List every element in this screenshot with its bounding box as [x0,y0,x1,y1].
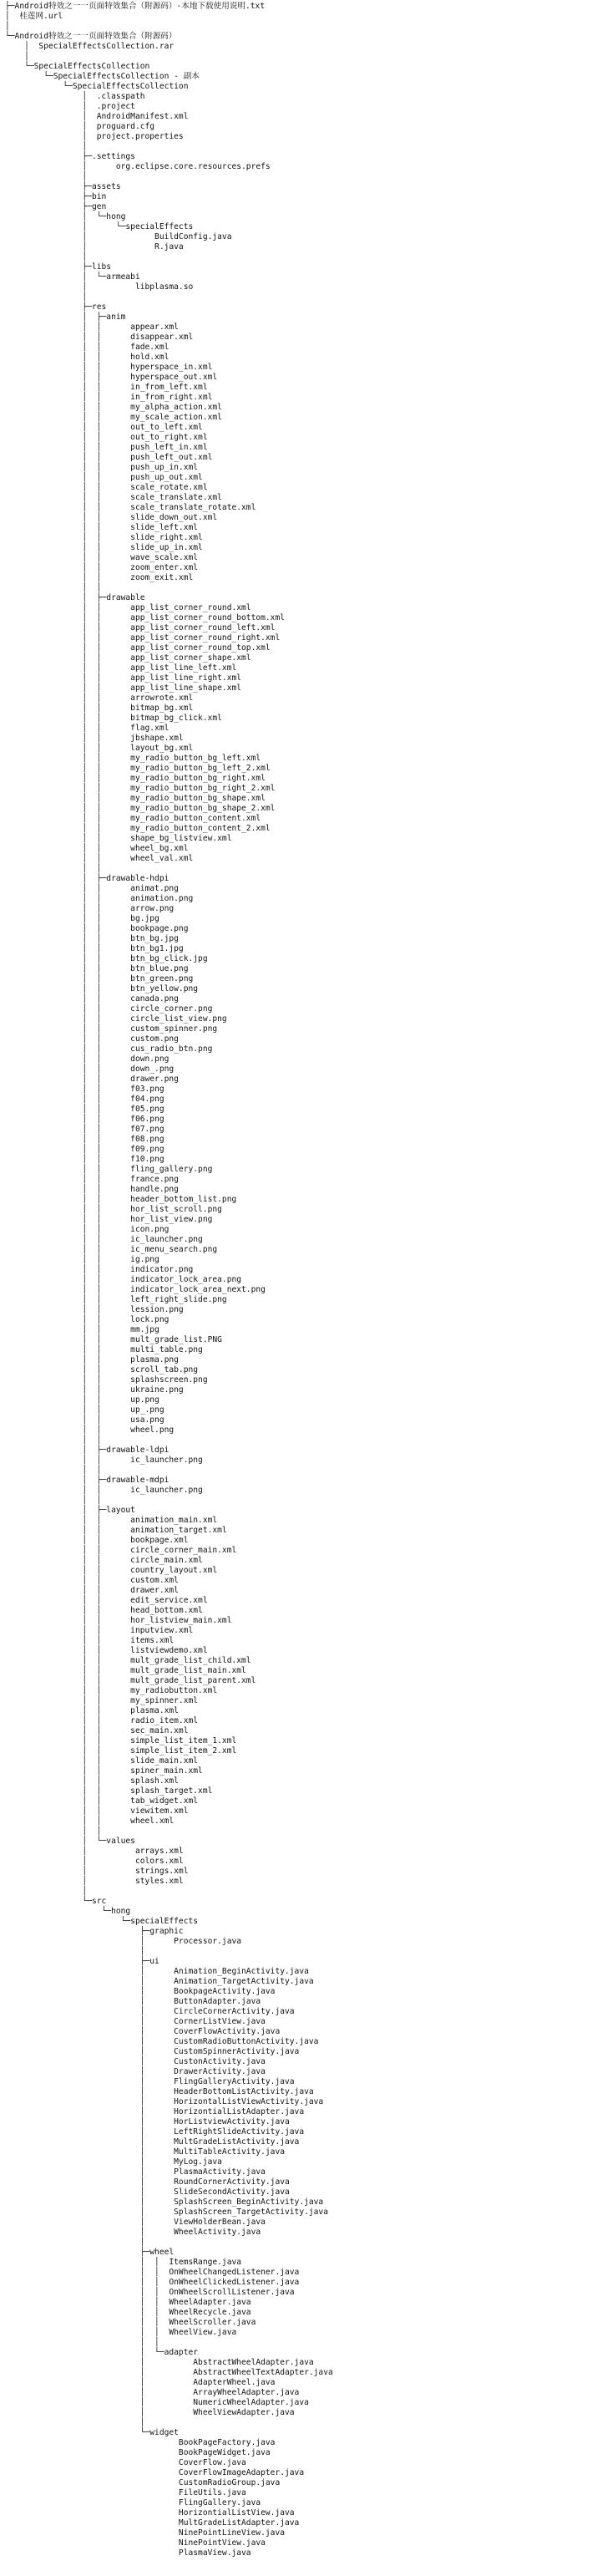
tree-line: │ │ hyperspace_out.xml [5,373,218,382]
tree-line: FileUtils.java [5,2488,246,2497]
tree-line: │ │ canada.png [5,994,179,1003]
tree-line: │ │ my_spinner.xml [5,1696,199,1705]
tree-line: │ BookpageActivity.java [5,1987,276,1996]
tree-line: │ [5,1887,88,1896]
tree-line: │ │ push_up_in.xml [5,463,199,472]
tree-line: │ AdapterWheel.java [5,2378,276,2387]
tree-line: │ │ app_list_line_left.xml [5,663,237,673]
tree-line: │ │ mult_grade_list_child.xml [5,1656,251,1665]
tree-line: │ WheelViewAdapter.java [5,2408,295,2417]
tree-line: │ │ push_left_out.xml [5,453,213,462]
tree-line: ├─bin [5,192,107,201]
tree-line: │ │ zoom_enter.xml [5,563,199,572]
tree-line: │ │ [5,1827,102,1836]
tree-line: CustomRadioGroup.java [5,2478,281,2487]
tree-line: │ │ push_left_in.xml [5,443,208,452]
tree-line: │ ├─drawable-mdpi [5,1476,170,1485]
tree-line: │ LeftRightSlideActivity.java [5,2127,305,2137]
tree-line: │ │ my_radio_button_content.xml [5,814,261,823]
tree-line: │ │ simple_list_item_2.xml [5,1746,237,1755]
tree-line: │ │ animat.png [5,884,179,893]
tree-line: │ MultiTableActivity.java [5,2147,286,2157]
tree-line: │ │ tab_widget.xml [5,1796,199,1806]
tree-line: │ │ slide_left.xml [5,523,199,532]
tree-line: │ │ out_to_right.xml [5,433,208,442]
tree-line: │ │ header_bottom_list.png [5,1195,237,1204]
tree-line: │ │ app_list_corner_round_top.xml [5,643,271,653]
tree-line: │ │ [5,1496,102,1505]
tree-line: │ │ country_layout.xml [5,1566,218,1575]
tree-line: │ │ bitmap_bg.xml [5,704,194,713]
tree-line: │ │ radio_item.xml [5,1716,199,1725]
tree-line: │ │ up.png [5,1395,159,1405]
tree-line: │ │ plasma.xml [5,1706,179,1715]
tree-line: │ │ [5,583,102,592]
tree-line: │ │ custom_spinner.png [5,1024,218,1034]
tree-line: │ │ circle_corner.png [5,1004,213,1014]
tree-line: │ │ bookpage.xml [5,1536,189,1545]
tree-line: │ │ splash_target.xml [5,1786,213,1796]
tree-line: │ │ edit_service.xml [5,1596,208,1605]
tree-line: │ │ fade.xml [5,343,170,352]
tree-line: │ │ f09.png [5,1145,164,1154]
tree-line: │ │ multi_table.png [5,1345,203,1354]
tree-line: │ │ lock.png [5,1315,170,1324]
tree-line: │ [5,1947,145,1956]
tree-line: │ │ btn_bg.jpg [5,934,179,943]
tree-line: │ │ ig.png [5,1255,159,1264]
tree-line: │ org.eclipse.core.resources.prefs [5,162,271,171]
tree-line: │ strings.xml [5,1867,189,1876]
tree-line: └─specialEffects [5,1917,199,1926]
tree-line: │ R.java [5,242,184,252]
tree-line: │ │ scale_rotate.xml [5,483,208,492]
tree-line: │ │ indicator_lock_area_next.png [5,1285,266,1294]
tree-line: ├─libs [5,262,112,272]
tree-line: │ │ ic_menu_search.png [5,1245,218,1254]
tree-line: │ │ ic_launcher.png [5,1486,203,1495]
tree-line: │ │ down.png [5,1054,170,1064]
tree-line: │ │ f03.png [5,1085,164,1094]
tree-line: │ CornerListView.java [5,2017,266,2026]
tree-line: CoverFlowImageAdapter.java [5,2468,305,2477]
tree-line: NinePointLineView.java [5,2528,286,2538]
tree-line: │ │ mult_grade_list.PNG [5,1335,222,1344]
tree-line: │ PlasmaActivity.java [5,2167,266,2177]
tree-line: │ │ indicator_lock_area.png [5,1275,242,1284]
tree-line: │ SplashScreen_TargetActivity.java [5,2208,328,2217]
tree-line: │ │ WheelScroller.java [5,2318,256,2327]
tree-line: │ │ f05.png [5,1105,164,1114]
tree-line: │ │ wheel_val.xml [5,854,194,863]
tree-line: │ SlideSecondActivity.java [5,2187,290,2197]
tree-line: └─SpecialEffectsCollection - 副本 [5,72,200,81]
tree-line: │ SpecialEffectsCollection.rar [5,42,175,51]
tree-line: │ │ [5,1466,102,1475]
tree-line: │ │ arrowrote.xml [5,694,194,703]
tree-line: │ │ bitmap_bg_click.xml [5,714,222,723]
tree-line: │ │ f08.png [5,1135,164,1144]
tree-line: │ ├─anim [5,312,126,322]
tree-line: └─SpecialEffectsCollection [5,82,189,91]
tree-line: │ colors.xml [5,1857,184,1866]
tree-line: │ │ spiner_main.xml [5,1766,203,1776]
tree-line: │ ├─layout [5,1506,135,1515]
tree-line: FlingGallery.java [5,2498,261,2507]
tree-line: │ │ slide_up_in.xml [5,543,203,552]
tree-line: │ NumericWheelAdapter.java [5,2398,309,2407]
tree-line: │ │ bg.jpg [5,914,159,923]
tree-line: │ MultGradeListActivity.java [5,2137,300,2147]
tree-line: │ │ splashscreen.png [5,1375,208,1385]
tree-line: └─src [5,1897,107,1906]
tree-line: │ FlingGalleryActivity.java [5,2077,295,2086]
tree-line: │ [5,252,88,262]
tree-line: └─Android特效之一一页面特效集合（附源码） [5,32,177,41]
tree-line: │ │ zoom_exit.xml [5,573,194,582]
tree-line: │ │ app_list_corner_shape.xml [5,653,251,663]
tree-line: │ │ wheel_bg.xml [5,844,189,853]
tree-line: │ │ btn_bg_click.jpg [5,954,208,963]
tree-line: │ │ hor_listview_main.xml [5,1616,232,1625]
tree-line: │ │ WheelRecycle.java [5,2308,251,2317]
tree-line: │ └─adapter [5,2348,199,2357]
tree-line: │ project.properties [5,132,184,141]
tree-line: MultGradeListAdapter.java [5,2518,300,2528]
tree-line: ├─wheel [5,2248,175,2257]
tree-line: │ CircleCornerActivity.java [5,2007,295,2016]
tree-line: │ │ my_radio_button_bg_left_2.xml [5,764,271,773]
tree-line: │ │ btn_yellow.png [5,984,199,993]
tree-line: │ │ my_radiobutton.xml [5,1686,218,1695]
tree-line: │ │ circle_list_view.png [5,1014,227,1024]
tree-line: │ │ app_list_corner_round_bottom.xml [5,613,286,622]
tree-line: │ │ wave_scale.xml [5,553,199,562]
tree-line: │ Animation_BeginActivity.java [5,1967,309,1976]
tree-line: │ │ flag.xml [5,724,170,733]
tree-line: │ │ disappear.xml [5,333,194,342]
tree-line: │ Processor.java [5,1937,242,1946]
tree-line: │ BuildConfig.java [5,232,232,241]
tree-line: │ │ drawer.xml [5,1586,179,1595]
tree-line: │ │ head_bottom.xml [5,1606,203,1615]
tree-line: │ │ slide_down_out.xml [5,513,218,522]
tree-line: │ styles.xml [5,1877,184,1886]
tree-line: │ └─specialEffects [5,222,194,231]
tree-line: CoverFlow.java [5,2458,246,2467]
tree-line: │ [5,2418,145,2427]
tree-line: │ [5,142,88,151]
tree-line: │ HorListviewActivity.java [5,2117,290,2126]
tree-line: └─hong [5,1907,131,1916]
tree-line: BookPageWidget.java [5,2448,271,2457]
tree-line: └─SpecialEffectsCollection [5,62,150,71]
tree-line: │ │ animation_main.xml [5,1516,218,1525]
tree-line: │ .project [5,102,135,111]
tree-line: │ │ fling_gallery.png [5,1165,213,1174]
tree-line: │ CustonActivity.java [5,2057,266,2066]
tree-line: │ │ listviewdemo.xml [5,1646,208,1655]
tree-line: │ │ inputview.xml [5,1626,194,1635]
tree-line: │ │ drawer.png [5,1075,179,1084]
tree-line: │ │ f07.png [5,1125,164,1134]
tree-line: │ │ france.png [5,1175,179,1184]
tree-line: │ [5,52,29,61]
tree-line: │ │ wheel.xml [5,1816,175,1826]
tree-line: │ ├─drawable [5,593,145,602]
tree-line: │ [5,172,88,181]
tree-line: │ │ viewitem.xml [5,1806,189,1816]
tree-line: │ │ my_radio_button_bg_shape.xml [5,794,266,803]
tree-line: │ │ f04.png [5,1095,164,1104]
tree-line: │ │ app_list_line_right.xml [5,673,242,683]
tree-line: │ │ ic_launcher.png [5,1235,203,1244]
tree-line: │ │ arrow.png [5,904,175,913]
tree-line: │ AbstractWheelTextAdapter.java [5,2368,333,2377]
tree-line: NinePointView.java [5,2538,266,2548]
tree-line: PlasmaView.java [5,2548,251,2558]
tree-line: │ │ OnWheelChangedListener.java [5,2268,300,2277]
tree-line: │ │ hor_list_view.png [5,1215,213,1224]
tree-line: │ │ f06.png [5,1115,164,1124]
tree-line: │ │ slide_main.xml [5,1756,199,1766]
tree-line: │ ├─drawable-ldpi [5,1446,170,1455]
tree-line: │ Animation_TargetActivity.java [5,1977,314,1986]
tree-line: │ .classpath [5,92,145,101]
tree-line: │ arrays.xml [5,1847,184,1856]
tree-line: │ CustomRadioButtonActivity.java [5,2037,319,2046]
tree-line: │ │ app_list_corner_round_right.xml [5,633,281,643]
tree-line: │ │ icon.png [5,1225,170,1234]
tree-line: │ [5,22,10,31]
tree-line: │ MyLog.java [5,2157,222,2167]
tree-line: │ │ scale_translate_rotate.xml [5,503,256,512]
tree-line: │ │ btn_green.png [5,974,194,983]
tree-line: │ │ down_.png [5,1064,175,1074]
tree-line: │ CustomSpinnerActivity.java [5,2047,300,2056]
tree-line: │ │ splash.xml [5,1776,179,1786]
tree-line: │ [5,2238,145,2247]
tree-line: │ RoundCornerActivity.java [5,2177,290,2187]
tree-line: │ └─hong [5,212,126,221]
tree-line: │ │ simple_list_item_1.xml [5,1736,237,1745]
tree-line: │ │ scale_translate.xml [5,493,222,502]
tree-line: │ │ in_from_left.xml [5,383,208,392]
tree-line: │ │ ItemsRange.java [5,2258,242,2267]
tree-line: │ │ OnWheelClickedListener.java [5,2278,300,2287]
tree-line: │ │ circle_main.xml [5,1556,203,1565]
tree-line: │ │ in_from_right.xml [5,393,213,402]
tree-line: │ │ slide_right.xml [5,533,203,542]
tree-line: │ │ my_radio_button_bg_right_2.xml [5,784,276,793]
tree-line: │ │ push_up_out.xml [5,473,203,482]
tree-line: │ │ btn_bg1.jpg [5,944,184,953]
tree-line: │ │ app_list_corner_round.xml [5,603,251,612]
tree-line: ├─ui [5,1957,159,1966]
tree-line: │ │ mm.jpg [5,1325,159,1334]
tree-line: │ │ my_radio_button_bg_shape_2.xml [5,804,276,813]
tree-line: ├─gen [5,202,107,211]
tree-line: │ │ hor_list_scroll.png [5,1205,222,1214]
tree-line: │ │ my_radio_button_bg_left.xml [5,754,261,763]
tree-line: │ │ cus_radio_btn.png [5,1044,213,1054]
tree-line: │ HorizontialListAdapter.java [5,2107,305,2116]
tree-line: │ │ shape_bg_listview.xml [5,834,232,843]
tree-line: │ CoverFlowActivity.java [5,2027,281,2036]
tree-line: │ │ lession.png [5,1305,184,1314]
tree-line: │ │ hold.xml [5,353,170,362]
tree-line: │ │ my_scale_action.xml [5,413,222,422]
tree-line: │ │ usa.png [5,1415,164,1425]
tree-line: │ proguard.cfg [5,122,155,131]
tree-line: │ │ animation_target.xml [5,1526,227,1535]
tree-line: │ │ my_radio_button_content_2.xml [5,824,271,833]
tree-line: │ │ my_alpha_action.xml [5,403,222,412]
tree-line: │ │ layout_bg.xml [5,744,194,753]
tree-line: │ libplasma.so [5,282,194,292]
tree-line: │ │ f10.png [5,1155,164,1164]
tree-line: │ ViewHolderBean.java [5,2218,266,2227]
tree-line: │ DrawerActivity.java [5,2067,266,2076]
tree-line: ├─assets [5,182,121,191]
tree-line: HorizontialListView.java [5,2508,295,2518]
tree-line: │ 桂莲网.url [5,12,63,21]
tree-line: └─widget [5,2428,179,2437]
tree-line: │ ├─drawable-hdpi [5,874,170,883]
tree-line: │ WheelActivity.java [5,2228,261,2237]
tree-line: ├─graphic [5,1927,184,1936]
tree-line: │ │ btn_blue.png [5,964,189,973]
tree-line: │ │ OnWheelScrollListener.java [5,2288,295,2297]
tree-line: │ │ items.xml [5,1636,175,1645]
tree-line: │ │ custom.xml [5,1576,179,1585]
tree-line: │ [5,292,88,302]
tree-line: │ │ mult_grade_list_main.xml [5,1666,246,1675]
tree-line: │ │ app_list_line_shape.xml [5,683,242,693]
tree-line: │ │ up_.png [5,1405,164,1415]
tree-line: │ HeaderBottomListActivity.java [5,2087,314,2096]
tree-line: │ │ mult_grade_list_parent.xml [5,1676,256,1685]
tree-line: │ │ my_radio_button_bg_right.xml [5,774,266,783]
tree-line: │ │ left_right_slide.png [5,1295,227,1304]
tree-line: ├─Android特效之一一页面特效集合（附源码）-本地下载使用说明.txt [5,2,266,11]
tree-line: │ │ wheel.png [5,1425,175,1435]
tree-line: │ │ indicator.png [5,1265,194,1274]
tree-line: │ │ hyperspace_in.xml [5,363,213,372]
tree-line: │ │ [5,2338,159,2347]
tree-line: │ │ bookpage.png [5,924,189,933]
tree-line: │ HorizontalListViewActivity.java [5,2097,324,2106]
tree-line: │ SplashScreen_BeginActivity.java [5,2197,324,2207]
tree-line: │ ButtonAdapter.java [5,1997,261,2006]
tree-line: │ │ sec_main.xml [5,1726,189,1735]
tree-line: │ │ out_to_left.xml [5,423,203,432]
tree-line: │ AndroidManifest.xml [5,112,189,121]
tree-line: │ │ handle.png [5,1185,179,1194]
tree-line: │ │ jbshape.xml [5,734,184,743]
tree-line: │ │ app_list_corner_round_left.xml [5,623,276,633]
tree-line: │ │ circle_corner_main.xml [5,1546,237,1555]
tree-line: ├─res [5,302,107,312]
tree-line: │ AbstractWheelAdapter.java [5,2358,314,2367]
tree-line: │ ArrayWheelAdapter.java [5,2388,300,2397]
tree-line: │ │ custom.png [5,1034,179,1044]
tree-line: │ │ plasma.png [5,1355,179,1364]
tree-line: │ │ ic_launcher.png [5,1456,203,1465]
tree-line: │ │ WheelView.java [5,2328,237,2337]
tree-line: ├─.settings [5,152,135,161]
tree-line: │ │ appear.xml [5,323,179,332]
tree-line: │ └─values [5,1837,135,1846]
tree-line: │ │ [5,1435,102,1445]
tree-line: │ │ animation.png [5,894,194,903]
tree-line: BookPageFactory.java [5,2438,276,2447]
tree-line: │ └─armeabi [5,272,140,282]
tree-line: │ │ ukraine.png [5,1385,184,1395]
tree-line: │ │ [5,864,102,873]
tree-line: │ │ WheelAdapter.java [5,2298,251,2307]
tree-line: │ │ scroll_tab.png [5,1365,199,1374]
